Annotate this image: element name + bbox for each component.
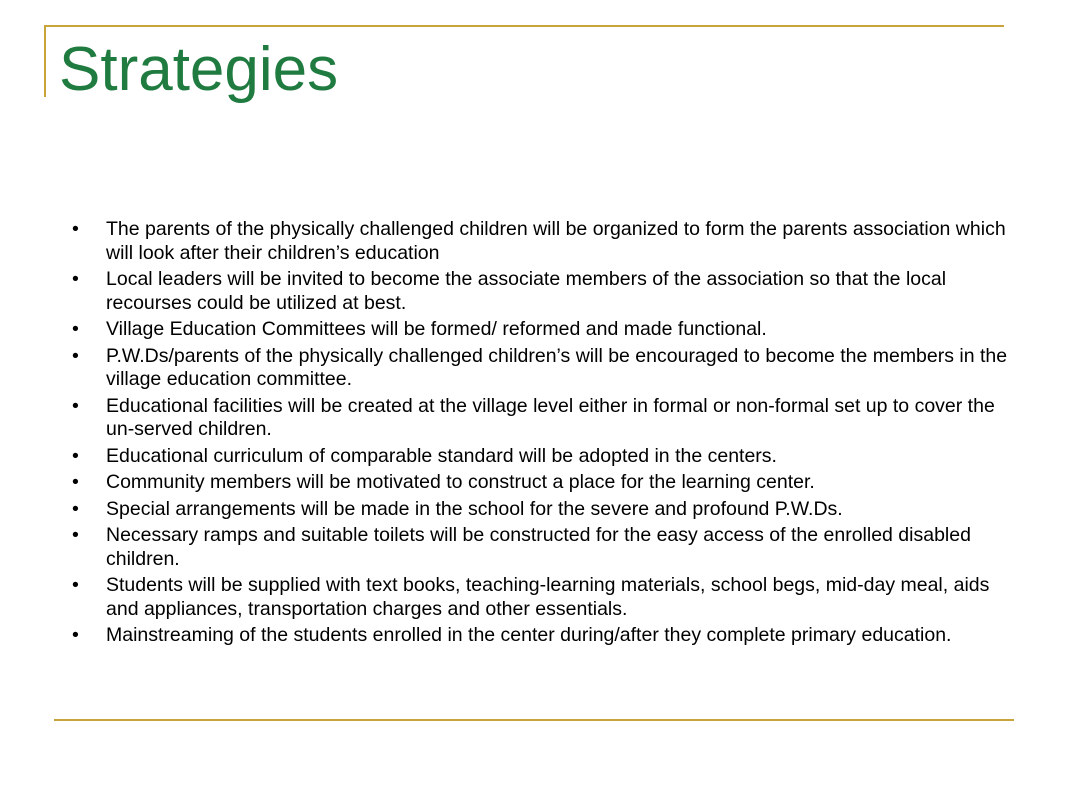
accent-line-bottom xyxy=(54,719,1014,721)
bullet-item xyxy=(72,524,1008,571)
bullet-item xyxy=(72,218,1008,265)
bullet-text: Local leaders will be invited to become the associate members of the association so that the local recourses could be utilized at best. xyxy=(106,268,947,314)
bullet-item xyxy=(72,395,1008,442)
bullet-text: Necessary ramps and suitable toilets will be constructed for the easy access of the enrolled disabled children. xyxy=(106,524,971,570)
bullet-dot-icon: • xyxy=(72,344,79,367)
bullet-item xyxy=(72,471,1008,495)
bullet-text: Community members will be motivated to construct a place for the learning center. xyxy=(106,471,815,493)
slide-title: Strategies xyxy=(59,35,339,104)
bullet-item xyxy=(72,345,1008,392)
bullet-item xyxy=(72,624,1008,648)
bullet-item xyxy=(72,574,1008,621)
bullet-dot-icon: • xyxy=(72,218,79,240)
bullet-item xyxy=(72,318,1008,342)
bullet-text: P.W.Ds/parents of the physically challenged children’s will be encouraged to become the members in the village education committee. xyxy=(106,344,1008,390)
bullet-text: Students will be supplied with text books, teaching-learning materials, school begs, mid-day meal, aids and appliances, transportation charges and other essentials. xyxy=(106,574,990,620)
bullet-item xyxy=(72,268,1008,315)
bullet-dot-icon: • xyxy=(72,497,79,520)
bullet-dot-icon: • xyxy=(72,471,79,493)
bullet-item xyxy=(72,445,1008,469)
bullet-dot-icon: • xyxy=(72,624,79,646)
bullet-text: Special arrangements will be made in the school for the severe and profound P.W.Ds. xyxy=(106,497,843,520)
bullet-dot-icon: • xyxy=(72,574,79,596)
bullet-dot-icon: • xyxy=(72,318,79,340)
accent-line-left xyxy=(44,25,46,97)
bullet-list xyxy=(72,218,1008,651)
bullet-dot-icon: • xyxy=(72,524,79,546)
bullet-dot-icon: • xyxy=(72,394,79,417)
bullet-text: Mainstreaming of the students enrolled in the center during/after they complete primary education. xyxy=(106,624,952,646)
bullet-text: The parents of the physically challenged children will be organized to form the parents association which will look after their children’s education xyxy=(106,218,1006,264)
bullet-text: Village Education Committees will be formed/ reformed and made functional. xyxy=(106,318,767,340)
bullet-dot-icon: • xyxy=(72,268,79,290)
bullet-item xyxy=(72,498,1008,522)
bullet-text: Educational facilities will be created at the village level either in formal or non-formal set up to cover the un-served children. xyxy=(106,394,995,440)
accent-line-top xyxy=(44,25,1004,27)
bullet-text: Educational curriculum of comparable standard will be adopted in the centers. xyxy=(106,444,777,467)
bullet-dot-icon: • xyxy=(72,444,79,467)
